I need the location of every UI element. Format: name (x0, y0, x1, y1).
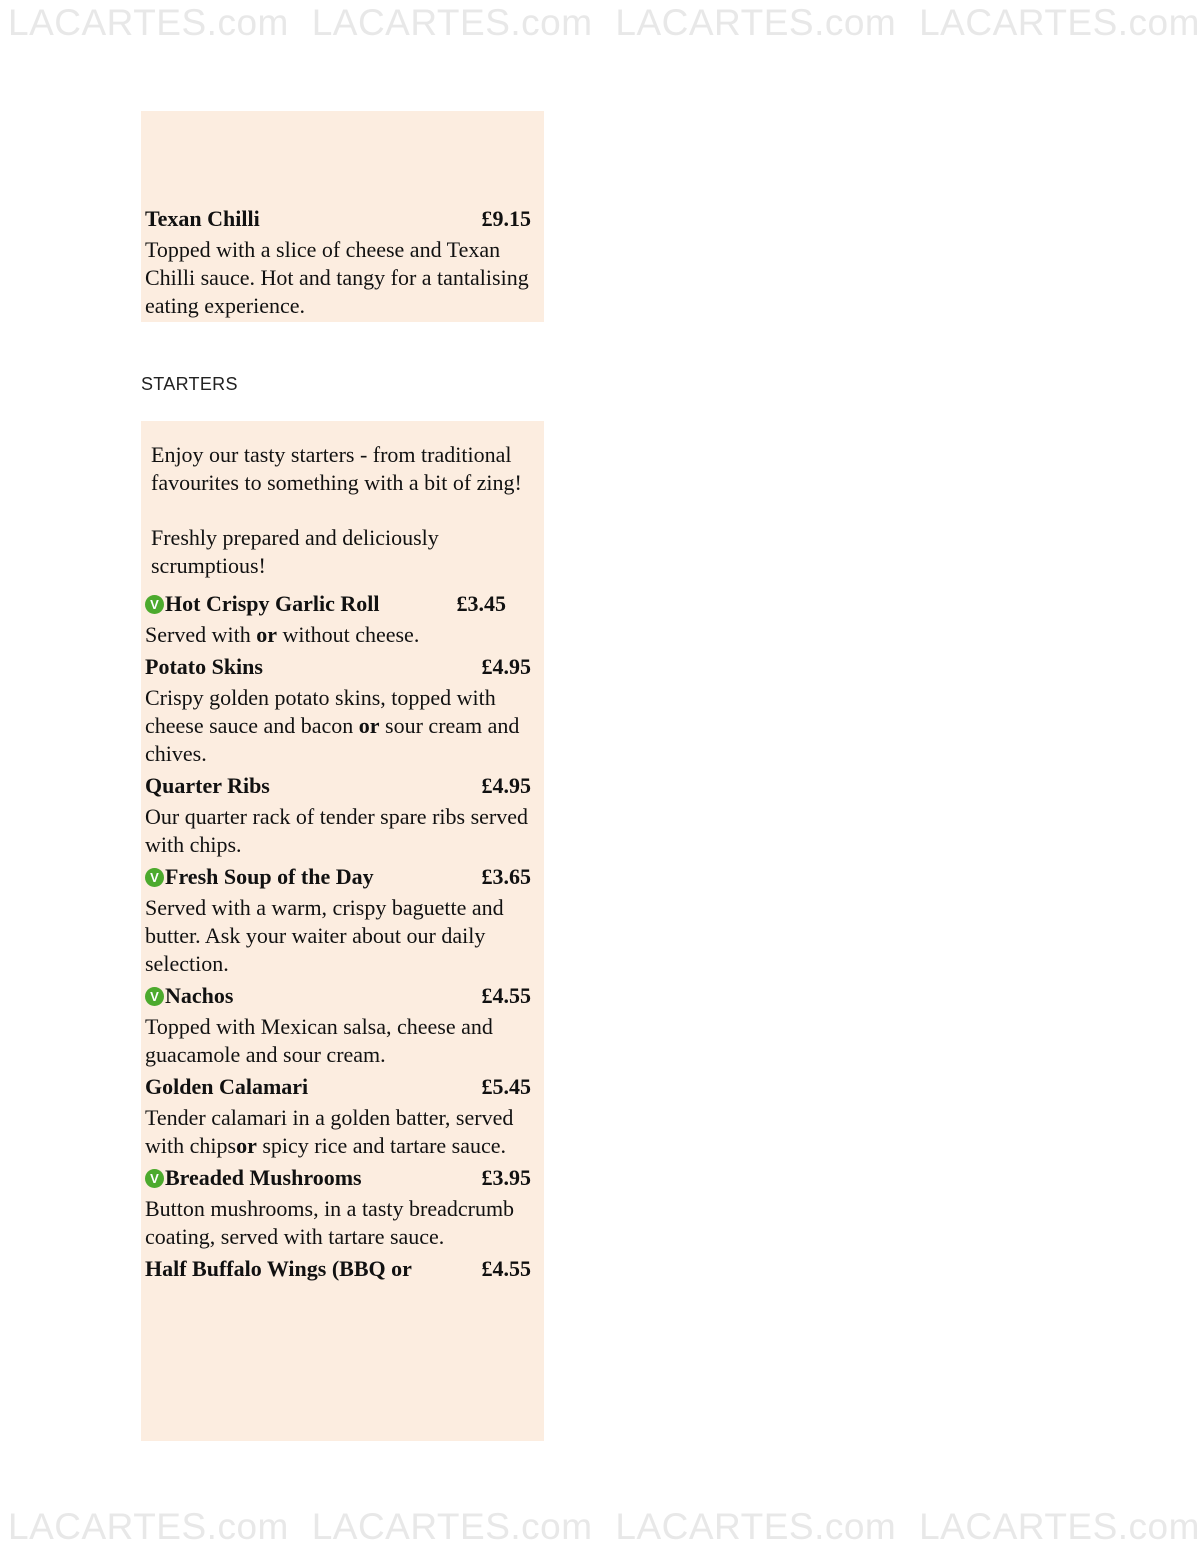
description-text: spicy rice and tartare sauce. (256, 1133, 507, 1158)
menu-item-name: Quarter Ribs (145, 773, 270, 798)
menu-item-description (141, 1104, 544, 1160)
watermark-top (0, 2, 1200, 52)
watermark-text: LACARTES.com (919, 1506, 1200, 1547)
menu-item-name: Fresh Soup of the Day (165, 864, 374, 889)
watermark-text: LACARTES.com (615, 2, 897, 43)
description-text: sour cream and chives. (145, 713, 520, 766)
menu-item-price: £4.95 (481, 773, 531, 798)
menu-item-header (141, 1255, 544, 1283)
menu-item-name: Golden Calamari (145, 1074, 309, 1099)
menu-item-price: £9.15 (481, 206, 531, 231)
menu-item-title (145, 1255, 412, 1283)
menu-item-title (145, 1073, 308, 1101)
menu-item-description: Topped with a slice of cheese and Texan Chilli sauce. Hot and tangy for a tantalising eating experience. (145, 237, 529, 318)
watermark-text: LACARTES.com (615, 1506, 897, 1547)
vegetarian-icon: V (145, 868, 164, 887)
description-text: Topped with Mexican salsa, cheese and guacamole and sour cream. (145, 1014, 493, 1067)
menu-item-title (145, 863, 374, 891)
vegetarian-icon: V (145, 595, 164, 614)
menu-item-description (141, 684, 544, 768)
menu-item-price: £5.45 (481, 1074, 531, 1099)
menu-item-header (141, 205, 544, 233)
menu-panel-starters (141, 421, 544, 1441)
menu-item (141, 982, 544, 1069)
menu-item-title (145, 982, 233, 1010)
menu-item-header (141, 1073, 544, 1101)
menu-item (141, 772, 544, 859)
menu-item-price: £3.95 (481, 1165, 531, 1190)
starters-list (141, 580, 544, 1283)
menu-item-description (141, 621, 544, 649)
intro-paragraph: Enjoy our tasty starters - from traditional favourites to something with a bit of zing! (151, 442, 522, 495)
watermark-text: LACARTES.com (311, 1506, 593, 1547)
vegetarian-icon: V (145, 1169, 164, 1188)
section-title: STARTERS (141, 374, 238, 394)
description-text: Served with (145, 622, 257, 647)
emphasis-text: or (358, 713, 380, 738)
menu-item-name: Hot Crispy Garlic Roll (165, 591, 380, 616)
menu-item (141, 863, 544, 978)
menu-item (141, 653, 544, 768)
intro-paragraph: Freshly prepared and deliciously scrumptious! (151, 525, 439, 578)
watermark-text: LACARTES.com (8, 1506, 289, 1547)
menu-item-header (141, 863, 544, 891)
watermark-text: LACARTES.com (919, 2, 1200, 43)
menu-item-description (141, 1013, 544, 1069)
menu-item-title (145, 1164, 362, 1192)
menu-item-name: Breaded Mushrooms (165, 1165, 362, 1190)
watermark-text: LACARTES.com (8, 2, 289, 43)
menu-item (141, 1073, 544, 1160)
menu-item-name: Texan Chilli (145, 206, 260, 231)
description-text: Button mushrooms, in a tasty breadcrumb coating, served with tartare sauce. (145, 1196, 515, 1249)
menu-item-price: £3.65 (481, 864, 531, 889)
menu-item-name: Half Buffalo Wings (BBQ or (145, 1256, 412, 1281)
menu-item-header (141, 653, 544, 681)
menu-item-header (141, 772, 544, 800)
menu-item-price: £4.95 (481, 654, 531, 679)
menu-item-name: Nachos (165, 983, 234, 1008)
menu-item (141, 1164, 544, 1251)
menu-item-title (145, 772, 270, 800)
menu-item-header (141, 982, 544, 1010)
description-text: without cheese. (276, 622, 420, 647)
description-text: Crispy golden potato skins, topped with cheese sauce and bacon (145, 685, 496, 738)
menu-item-description (141, 1195, 544, 1251)
emphasis-text: or (256, 622, 277, 647)
menu-panel-mains (141, 111, 544, 322)
emphasis-text: or (236, 1133, 257, 1158)
watermark-bottom (0, 1506, 1200, 1556)
vegetarian-icon: V (145, 987, 164, 1006)
menu-item (141, 205, 544, 320)
watermark-text: LACARTES.com (311, 2, 593, 43)
menu-item-description (141, 894, 544, 978)
menu-item-price: £4.55 (481, 1256, 531, 1281)
menu-item-header (141, 590, 544, 618)
menu-item-price: £4.55 (481, 983, 531, 1008)
menu-item-description (141, 803, 544, 859)
menu-item-title (145, 590, 379, 618)
description-text: Tender calamari in a golden batter, served with chips (145, 1105, 514, 1158)
menu-item-title (145, 653, 263, 681)
menu-item-name: Potato Skins (145, 654, 263, 679)
starters-intro (141, 421, 544, 580)
description-text: Our quarter rack of tender spare ribs served with chips. (145, 804, 528, 857)
menu-item-header (141, 1164, 544, 1192)
menu-item (141, 590, 544, 649)
menu-item (141, 1255, 544, 1283)
menu-item-price: £3.45 (456, 591, 506, 616)
description-text: Served with a warm, crispy baguette and butter. Ask your waiter about our daily selection. (145, 895, 504, 976)
